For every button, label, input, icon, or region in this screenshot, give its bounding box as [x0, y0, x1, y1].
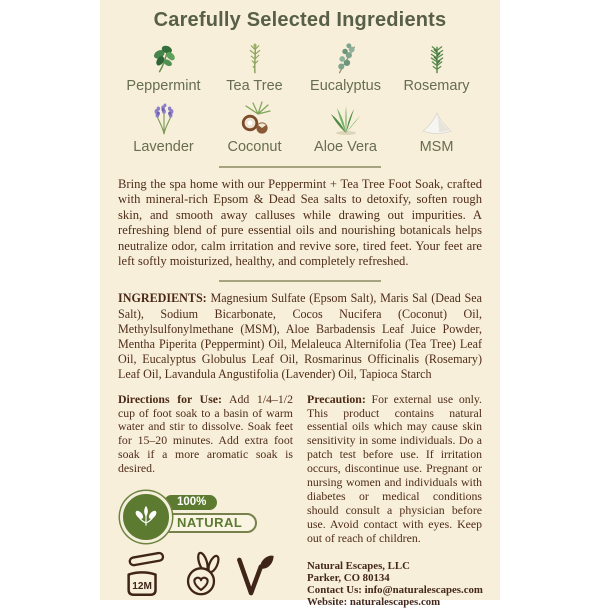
msm-icon	[391, 101, 482, 137]
aloe-vera-icon	[300, 101, 391, 137]
ingredient-msm	[391, 101, 482, 155]
company-name: Natural Escapes, LLC	[307, 559, 410, 572]
period-after-opening-icon	[120, 553, 168, 603]
ingredient-label: Tea Tree	[226, 78, 283, 94]
right-column	[307, 393, 482, 608]
precaution-text: For external use only. This product contains natural essential oils which may cause skin sensitivity in some individuals. Do a patch test before use. If irritation occurs, discontinue use. Pregnant or nursing women and individuals with diabetes or medical conditions should consult a physician before use. Avoid contact with eyes. Keep out of reach of children.	[307, 391, 482, 545]
left-column	[118, 393, 293, 608]
badge-percent: 100%	[162, 493, 219, 512]
rosemary-icon	[391, 40, 482, 76]
ingredients-heading: INGREDIENTS:	[118, 291, 207, 306]
coconut-icon	[209, 101, 300, 137]
company-address: Parker, CO 80134	[307, 571, 390, 584]
ingredient-tea-tree	[209, 40, 300, 94]
ingredient-label: Lavender	[133, 139, 194, 155]
company-contact: Contact Us: info@naturalescapes.com	[307, 583, 483, 596]
directions-heading: Directions for Use:	[118, 391, 222, 406]
product-description: Bring the spa home with our Peppermint + Tea Tree Foot Soak, crafted with mineral-rich Epsom & Dead Sea salts to detoxify, soften rough skin, and smooth away calluses while drawing out impurities. A refreshing blend of pure essential oils and nourishing botanicals helps neutralize odor, calm irritation and revive sore, tired feet. Your feet are left softly moisturized, healthy, and completely refreshed.	[118, 177, 482, 269]
cruelty-free-bunny-icon	[177, 553, 225, 603]
ingredient-label: Aloe Vera	[314, 139, 377, 155]
peppermint-icon	[118, 40, 209, 76]
product-label	[100, 0, 500, 608]
ingredient-aloe-vera	[300, 101, 391, 155]
vegan-icon	[234, 553, 274, 603]
eucalyptus-icon	[300, 40, 391, 76]
ingredient-label: Coconut	[227, 139, 282, 155]
precaution-heading: Precaution:	[307, 391, 366, 406]
ingredient-label: Rosemary	[403, 78, 470, 94]
company-website: Website: naturalescapes.com	[307, 595, 441, 608]
ingredients-paragraph	[118, 291, 482, 382]
badge-natural-label: NATURAL	[160, 513, 257, 533]
ingredient-lavender	[118, 101, 209, 155]
lavender-icon	[118, 101, 209, 137]
ingredient-row	[118, 40, 482, 94]
certification-icons	[120, 553, 293, 603]
directions-paragraph	[118, 393, 293, 476]
tea-tree-icon	[209, 40, 300, 76]
page-title: Carefully Selected Ingredients	[153, 9, 447, 31]
ingredient-peppermint	[118, 40, 209, 94]
period-after-opening-label: 12M	[132, 581, 152, 593]
ingredient-row	[118, 101, 482, 155]
ingredient-label: MSM	[419, 139, 454, 155]
company-info	[307, 560, 482, 608]
natural-badge	[120, 491, 270, 543]
ingredient-label: Eucalyptus	[310, 78, 381, 94]
precaution-paragraph	[307, 393, 482, 546]
divider	[219, 166, 381, 168]
ingredient-grid	[118, 40, 482, 155]
divider	[219, 280, 381, 282]
ingredient-eucalyptus	[300, 40, 391, 94]
directions-text: Add 1/4–1/2 cup of foot soak to a basin of warm water and stir to dissolve. Soak feet for 15–20 minutes. Add extra foot soak if a more aromatic soak is desired.	[118, 391, 293, 476]
ingredient-label: Peppermint	[126, 78, 201, 94]
leaf-badge-icon	[120, 491, 172, 543]
ingredient-rosemary	[391, 40, 482, 94]
ingredients-text: Magnesium Sulfate (Epsom Salt), Maris Sal (Dead Sea Salt), Sodium Bicarbonate, Cocos Nucifera (Coconut) Oil, Methylsulfonylmethane (MSM), Aloe Barbadensis Leaf Juice Powder, Mentha Piperita (Peppermint) Oil, Melaleuca Alternifolia (Tea Tree) Leaf Oil, Eucalyptus Globulus Leaf Oil, Rosmarinus Officinalis (Rosemary) Leaf Oil, Lavandula Angustifolia (Lavender) Oil, Tapioca Starch	[118, 291, 482, 382]
bottom-columns	[118, 393, 482, 608]
ingredient-coconut	[209, 101, 300, 155]
